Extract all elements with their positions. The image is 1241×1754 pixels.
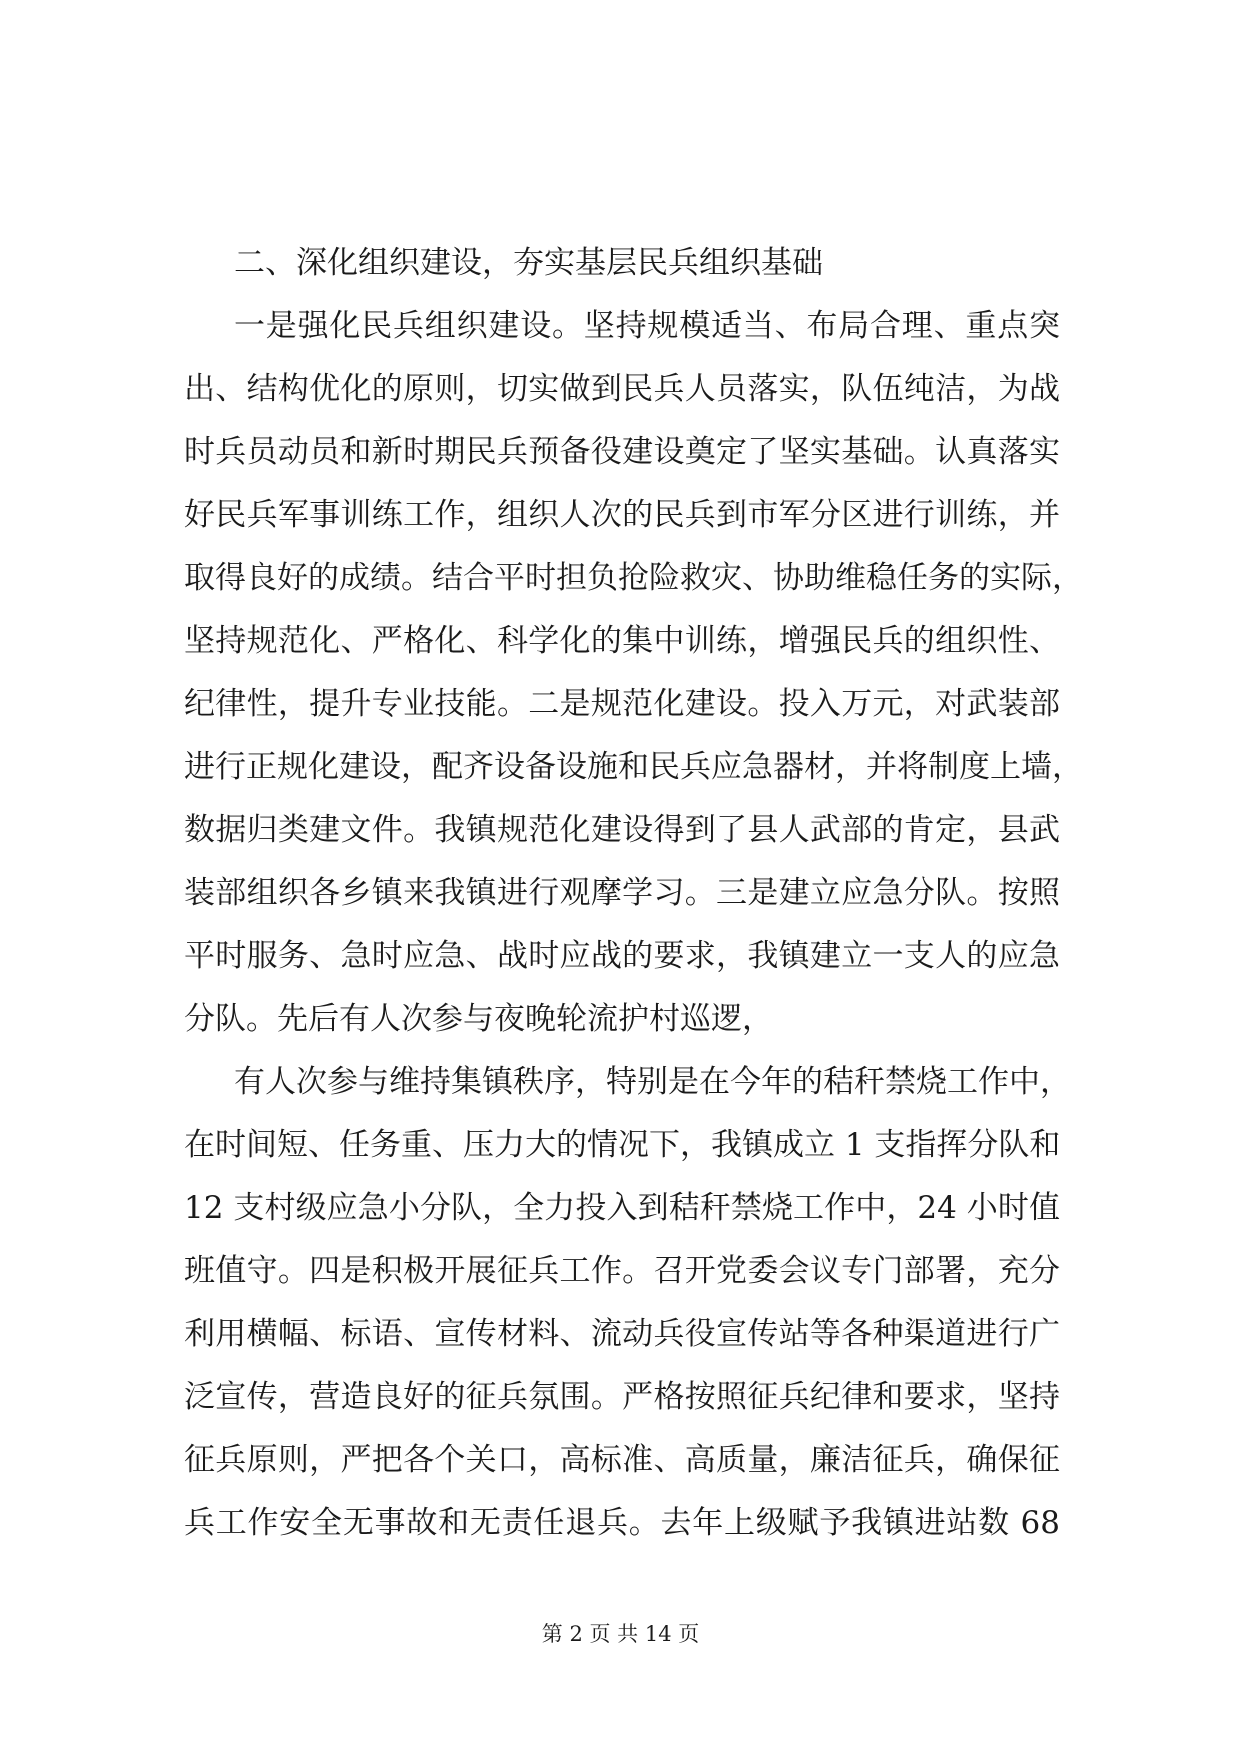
paragraph-line: 坚持规范化、严格化、科学化的集中训练，增强民兵的组织性、 <box>184 623 1060 659</box>
paragraph-line: 数据归类建文件。我镇规范化建设得到了县人武部的肯定，县武 <box>184 812 1060 848</box>
paragraph-line: 泛宣传，营造良好的征兵氛围。严格按照征兵纪律和要求，坚持 <box>184 1379 1060 1415</box>
paragraph-2 <box>184 1051 1071 1555</box>
paragraph-line: 纪律性，提升专业技能。二是规范化建设。投入万元，对武装部 <box>184 686 1060 722</box>
document-body <box>184 232 1083 1555</box>
paragraph-line: 兵工作安全无事故和无责任退兵。去年上级赋予我镇进站数 68 <box>184 1505 1060 1541</box>
paragraph-line: 好民兵军事训练工作，组织人次的民兵到市军分区进行训练，并 <box>184 497 1060 533</box>
paragraph-line: 12 支村级应急小分队，全力投入到秸秆禁烧工作中，24 小时值 <box>184 1190 1060 1226</box>
paragraph-line: 在时间短、任务重、压力大的情况下，我镇成立 1 支指挥分队和 <box>184 1127 1061 1163</box>
paragraph-line: 平时服务、急时应急、战时应战的要求，我镇建立一支人的应急 <box>184 938 1060 974</box>
paragraph-line: 班值守。四是积极开展征兵工作。召开党委会议专门部署，充分 <box>184 1253 1060 1289</box>
section-heading: 二、深化组织建设，夯实基层民兵组织基础 <box>234 245 823 281</box>
paragraph-line: 装部组织各乡镇来我镇进行观摩学习。三是建立应急分队。按照 <box>184 875 1060 911</box>
paragraph-line: 出、结构优化的原则，切实做到民兵人员落实，队伍纯洁，为战 <box>184 371 1060 407</box>
page-number-footer: 第 2 页 共 14 页 <box>541 1622 700 1646</box>
paragraph-line: 进行正规化建设，配齐设备设施和民兵应急器材，并将制度上墙， <box>184 749 1083 785</box>
paragraph-line: 分队。先后有人次参与夜晚轮流护村巡逻， <box>184 1001 773 1037</box>
paragraph-line: 时兵员动员和新时期民兵预备役建设奠定了坚实基础。认真落实 <box>184 434 1060 470</box>
paragraph-line: 利用横幅、标语、宣传材料、流动兵役宣传站等各种渠道进行广 <box>184 1316 1060 1352</box>
paragraph-line: 取得良好的成绩。结合平时担负抢险救灾、协助维稳任务的实际， <box>184 560 1083 596</box>
paragraph-1 <box>184 295 1083 1051</box>
paragraph-line: 有人次参与维持集镇秩序，特别是在今年的秸秆禁烧工作中， <box>234 1064 1071 1100</box>
paragraph-line: 征兵原则，严把各个关口，高标准、高质量，廉洁征兵，确保征 <box>184 1442 1060 1478</box>
paragraph-line: 一是强化民兵组织建设。坚持规模适当、布局合理、重点突 <box>234 308 1060 344</box>
